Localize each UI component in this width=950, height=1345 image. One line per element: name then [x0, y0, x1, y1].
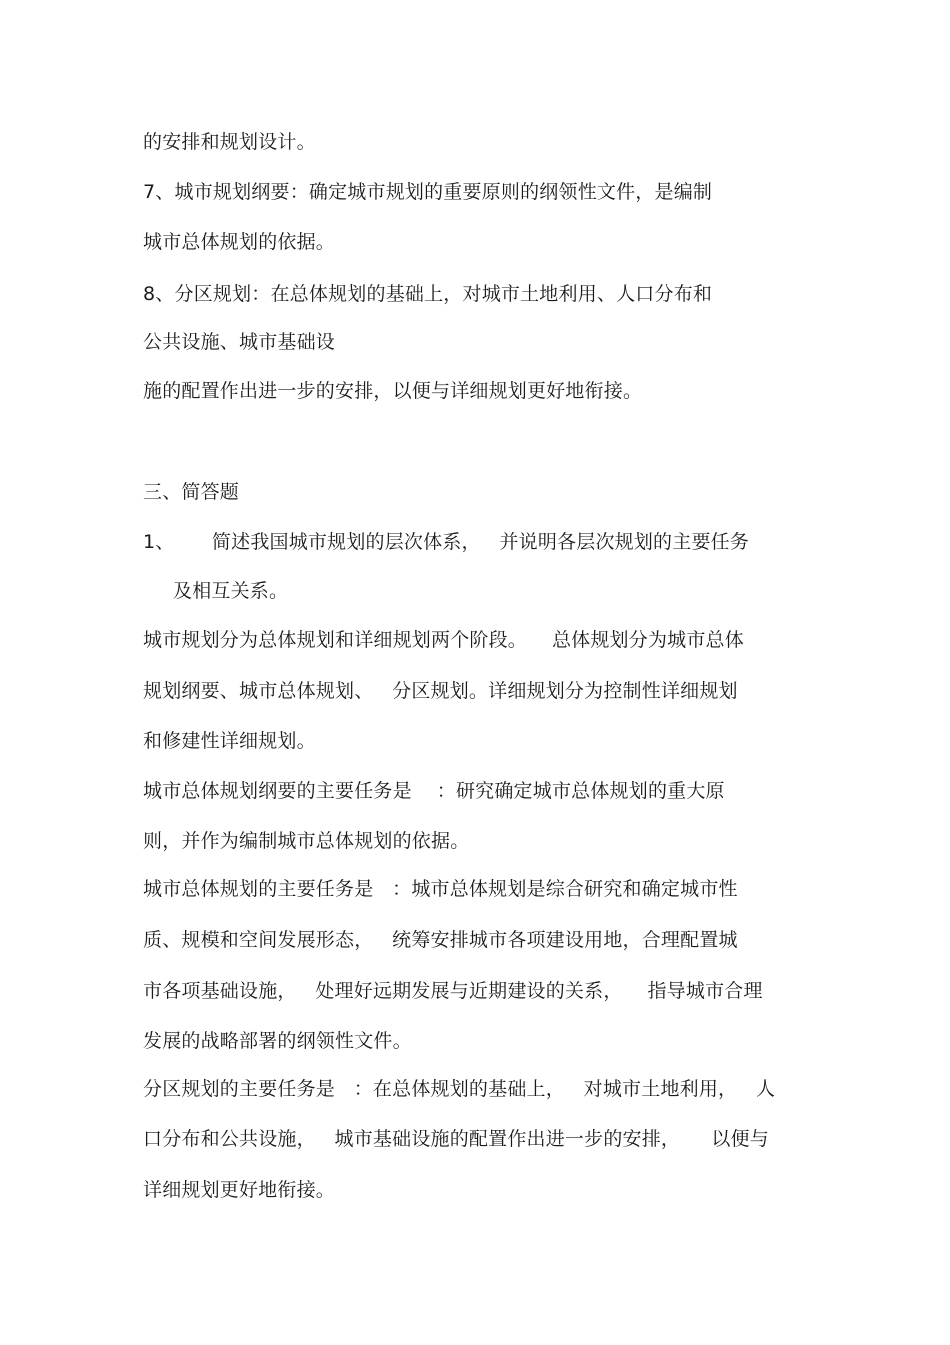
definition-8-line-3: 施的配置作出进一步的安排，以便与详细规划更好地衔接。: [143, 380, 643, 402]
answer-paragraph-1-line-3: 和修建性详细规划。: [143, 730, 316, 752]
answer-paragraph-2-line-1: 城市总体规划纲要的主要任务是 ：研究确定城市总体规划的重大原: [143, 780, 725, 802]
definition-7-line-1: 7、城市规划纲要：确定城市规划的重要原则的纲领性文件，是编制: [143, 181, 713, 203]
answer-paragraph-4-line-1: 分区规划的主要任务是 ：在总体规划的基础上， 对城市土地利用， 人: [143, 1078, 776, 1100]
definition-8-line-2: 公共设施、城市基础设: [143, 331, 336, 353]
answer-paragraph-3-line-2: 质、规模和空间发展形态， 统筹安排城市各项建设用地，合理配置城: [143, 929, 738, 951]
answer-paragraph-1-line-2: 规划纲要、城市总体规划、 分区规划。详细规划分为控制性详细规划: [143, 680, 738, 702]
text-line-continuation: 的安排和规划设计。: [143, 131, 316, 153]
definition-7-line-2: 城市总体规划的依据。: [143, 231, 336, 253]
answer-paragraph-3-line-3: 市各项基础设施， 处理好远期发展与近期建设的关系， 指导城市合理: [143, 980, 763, 1002]
section-heading: 三、简答题: [143, 481, 240, 503]
answer-paragraph-4-line-3: 详细规划更好地衔接。: [143, 1179, 336, 1201]
answer-paragraph-2-line-2: 则，并作为编制城市总体规划的依据。: [143, 830, 470, 852]
answer-paragraph-3-line-1: 城市总体规划的主要任务是 ：城市总体规划是综合研究和确定城市性: [143, 878, 738, 900]
answer-paragraph-1-line-1: 城市规划分为总体规划和详细规划两个阶段。 总体规划分为城市总体: [143, 629, 744, 651]
answer-paragraph-3-line-4: 发展的战略部署的纲领性文件。: [143, 1030, 412, 1052]
question-1-line-1: 1、 简述我国城市规划的层次体系， 并说明各层次规划的主要任务: [143, 531, 750, 553]
answer-paragraph-4-line-2: 口分布和公共设施， 城市基础设施的配置作出进一步的安排， 以便与: [143, 1128, 769, 1150]
definition-8-line-1: 8、分区规划：在总体规划的基础上，对城市土地利用、人口分布和: [143, 283, 713, 305]
question-1-line-2: 及相互关系。: [173, 580, 289, 602]
